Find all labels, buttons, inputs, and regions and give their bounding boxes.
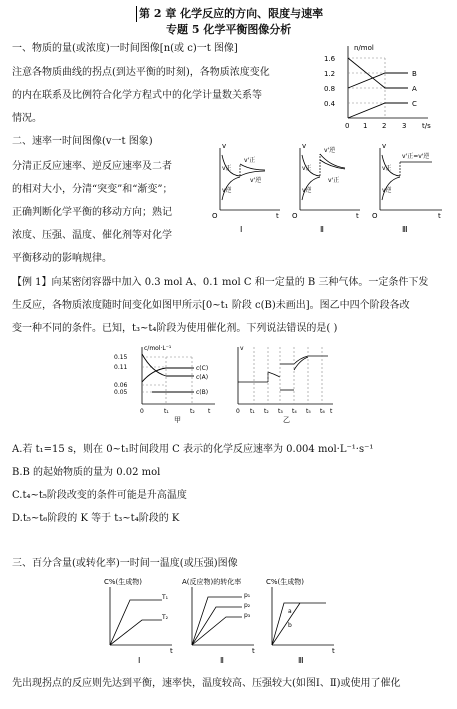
topic-title: 专题 5 化学平衡图像分析: [166, 23, 292, 36]
svg-text:v正: v正: [302, 165, 312, 172]
svg-text:c(A): c(A): [196, 374, 209, 381]
svg-text:0: 0: [236, 408, 240, 415]
section1-line1: 注意各物质曲线的拐点(到达平衡的时刻)，各物质浓度变化: [12, 67, 270, 78]
svg-text:T₁: T₁: [162, 594, 169, 601]
option-a: A.若 t₁=15 s，则在 0~t₁时间段用 C 表示的化学反应速率为 0.004 mol·L⁻¹·s⁻¹: [12, 444, 374, 455]
section2-line1: 分清正反应速率、逆反应速率及二者: [12, 161, 172, 172]
svg-text:v'正: v'正: [244, 157, 256, 164]
svg-text:0.05: 0.05: [114, 389, 128, 396]
svg-text:O: O: [372, 212, 378, 220]
option-d: D.t₅~t₆阶段的 K 等于 t₃~t₄阶段的 K: [12, 513, 180, 524]
example-line1: 【例 1】向某密闭容器中加入 0.3 mol A、0.1 mol C 和一定量的 B 三种气体。一定条件下发: [12, 277, 429, 288]
svg-text:A: A: [412, 85, 417, 93]
svg-text:v逆: v逆: [382, 187, 392, 194]
svg-text:v'逆: v'逆: [250, 177, 262, 184]
v-t-graphs: [205, 140, 450, 240]
option-c: C.t₄~t₅阶段改变的条件可能是升高温度: [12, 490, 187, 501]
svg-text:p₁: p₁: [244, 592, 251, 599]
section2-line3: 正确判断化学平衡的移动方向；熟记: [12, 207, 172, 218]
svg-text:2: 2: [382, 122, 387, 130]
svg-text:b: b: [288, 622, 292, 629]
section2-line2: 的相对大小，分清“突变”和“渐变”；: [12, 184, 173, 195]
svg-text:O: O: [212, 212, 218, 220]
svg-text:v: v: [302, 142, 307, 150]
svg-text:v'逆: v'逆: [324, 147, 336, 154]
svg-text:C: C: [412, 100, 417, 108]
svg-text:c(B): c(B): [196, 389, 209, 396]
svg-text:t: t: [438, 212, 441, 220]
svg-text:t: t: [330, 408, 333, 415]
svg-text:p₃: p₃: [244, 612, 251, 619]
svg-text:c/mol·L⁻¹: c/mol·L⁻¹: [144, 345, 172, 352]
svg-text:p₂: p₂: [244, 602, 251, 609]
svg-text:0: 0: [345, 122, 350, 130]
svg-text:0: 0: [140, 408, 144, 415]
svg-text:0.15: 0.15: [114, 354, 128, 361]
svg-text:t₄: t₄: [292, 408, 297, 415]
svg-text:Ⅰ: Ⅰ: [138, 656, 141, 665]
svg-text:0.11: 0.11: [114, 364, 128, 371]
svg-text:0.4: 0.4: [324, 100, 336, 108]
text-cursor: [136, 6, 137, 22]
svg-text:t₁: t₁: [250, 408, 255, 415]
section1-line2: 的内在联系及比例符合化学方程式中的化学计量数关系等: [12, 90, 262, 101]
svg-text:B: B: [412, 70, 417, 78]
svg-text:v'正=v'逆: v'正=v'逆: [402, 153, 430, 160]
svg-text:Ⅱ: Ⅱ: [320, 225, 324, 234]
section3-footer: 先出现拐点的反应则先达到平衡，速率快，温度较高、压强较大(如图Ⅰ、Ⅱ)或使用了催化: [12, 678, 401, 689]
svg-text:t: t: [170, 647, 173, 655]
chart-jia: [110, 342, 220, 422]
svg-text:T₂: T₂: [162, 614, 169, 621]
svg-text:v正: v正: [382, 165, 392, 172]
svg-text:0.06: 0.06: [114, 382, 128, 389]
svg-text:t: t: [332, 647, 335, 655]
svg-text:t₃: t₃: [278, 408, 283, 415]
svg-text:O: O: [292, 212, 298, 220]
svg-text:v: v: [382, 142, 387, 150]
section1-line3: 情况。: [12, 113, 42, 124]
svg-text:Ⅲ: Ⅲ: [402, 225, 408, 234]
svg-text:Ⅰ: Ⅰ: [240, 225, 243, 234]
svg-text:甲: 甲: [174, 416, 181, 424]
svg-text:A(反应物)的转化率: A(反应物)的转化率: [182, 578, 242, 586]
svg-text:t₁: t₁: [164, 408, 169, 415]
svg-text:t: t: [276, 212, 279, 220]
section3-heading: 三、百分含量(或转化率)一时间一温度(或压强)图像: [12, 558, 238, 569]
chapter-title: 第 2 章 化学反应的方向、限度与速率: [139, 7, 324, 20]
svg-text:v: v: [240, 345, 244, 352]
percent-graphs: [100, 575, 340, 665]
svg-text:v: v: [222, 142, 227, 150]
svg-text:v逆: v逆: [222, 187, 232, 194]
graph-ylabel: n/mol: [354, 44, 374, 52]
svg-text:Ⅱ: Ⅱ: [220, 656, 224, 665]
svg-text:t₂: t₂: [264, 408, 269, 415]
graph-xlabel: t/s: [422, 122, 431, 130]
svg-text:a: a: [288, 608, 292, 615]
n-t-graph: [318, 40, 448, 130]
section2-line5: 平衡移动的影响规律。: [12, 253, 112, 264]
svg-text:v'正: v'正: [328, 177, 340, 184]
section2-heading: 二、速率一时间图像(v一t 图象): [12, 136, 153, 147]
svg-text:1.6: 1.6: [324, 55, 336, 63]
svg-text:t₆: t₆: [320, 408, 325, 415]
svg-text:Ⅲ: Ⅲ: [298, 656, 304, 665]
svg-text:t₅: t₅: [306, 408, 311, 415]
svg-text:1: 1: [363, 122, 368, 130]
svg-text:t₂: t₂: [190, 408, 195, 415]
svg-text:c(C): c(C): [196, 365, 209, 372]
chart-yi: [228, 342, 338, 422]
svg-text:C%(生成物): C%(生成物): [266, 578, 305, 586]
svg-text:3: 3: [402, 122, 407, 130]
svg-text:C%(生成物): C%(生成物): [104, 578, 143, 586]
svg-text:v正: v正: [222, 165, 232, 172]
svg-text:t: t: [356, 212, 359, 220]
svg-text:0.8: 0.8: [324, 85, 336, 93]
section2-line4: 浓度、压强、温度、催化剂等对化学: [12, 230, 172, 241]
svg-text:v逆: v逆: [302, 187, 312, 194]
section1-heading: 一、物质的量(或浓度)一时间图像[n(或 c)一t 图像]: [12, 43, 238, 54]
option-b: B.B 的起始物质的量为 0.02 mol: [12, 467, 161, 478]
svg-text:t: t: [208, 408, 211, 415]
svg-text:1.2: 1.2: [324, 70, 336, 78]
example-line3: 变一种不同的条件。已知，t₃~t₄阶段为使用催化剂。下列说法错误的是( ): [12, 323, 338, 334]
svg-text:乙: 乙: [283, 416, 290, 424]
svg-text:t: t: [252, 647, 255, 655]
example-line2: 生反应，各物质浓度随时间变化如图甲所示[0~t₁ 阶段 c(B)未画出]。图乙中四个阶段各改: [12, 300, 410, 311]
